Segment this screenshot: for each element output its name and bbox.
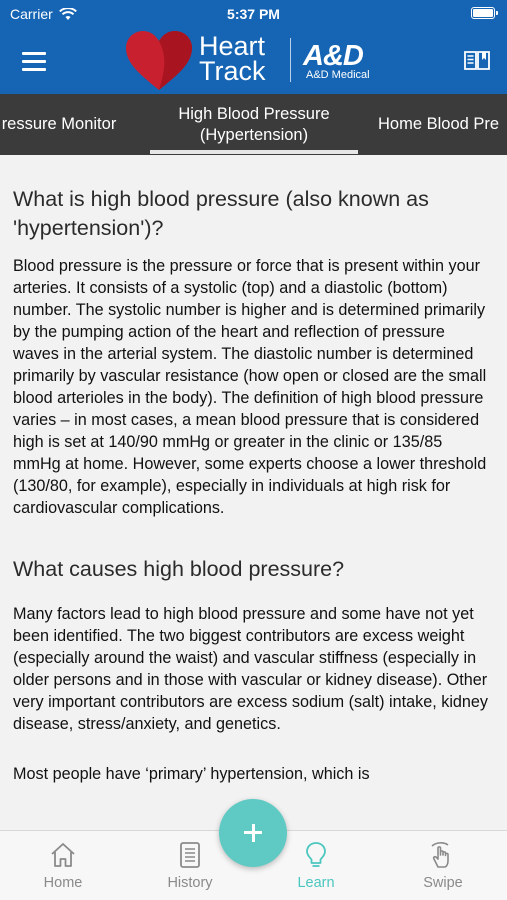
brand-subtitle: A&D Medical: [306, 69, 370, 81]
bottom-tab-label: History: [167, 875, 213, 891]
article-paragraph: Many factors lead to high blood pressure and some have not yet been identified. The two biggest contributors are excess weight (especially around the waist) and vascular stiffness (especially in older persons and in those with vascular or kidney disease). Other very important contributors are excess sodium (salt) intake, kidney disease, stress/anxiety, and genetics.: [13, 605, 489, 733]
add-reading-button[interactable]: [219, 799, 287, 867]
status-time: 5:37 PM: [227, 6, 280, 22]
heart-logo-icon: [124, 30, 194, 92]
tab-blood-pressure-monitor[interactable]: [0, 94, 144, 155]
book-icon[interactable]: [463, 48, 491, 72]
article-paragraph: Most people have ‘primary’ hypertension, which is: [13, 765, 370, 783]
swipe-hand-icon: [429, 841, 457, 869]
tab-home-blood-pressure[interactable]: [372, 94, 507, 155]
hamburger-menu-button[interactable]: [22, 50, 48, 72]
history-icon: [176, 841, 204, 869]
home-icon: [49, 841, 77, 869]
app-name: [199, 31, 266, 86]
tab-label: High Blood Pressure: [178, 104, 330, 123]
lightbulb-icon: [302, 841, 330, 869]
logo-divider: [290, 38, 291, 82]
app-name-line2: Track: [199, 56, 266, 86]
article-heading: What causes high blood pressure?: [13, 557, 345, 581]
battery-icon: [471, 7, 495, 19]
bottom-tab-label: Swipe: [423, 875, 463, 891]
brand-logo: A&D: [303, 40, 363, 72]
bottom-tab-swipe[interactable]: [393, 831, 493, 900]
article-paragraph: Blood pressure is the pressure or force that is present within your arteries. It consists of a systolic (top) and a diastolic (bottom) number. The systolic number is higher and is determined primarily by the pumping action of the heart and reflection of pressure waves in the arterial system. The diastolic number is determined primarily by vascular resistance (how open or closed are the small blood arterioles in the body). The definition of high blood pressure varies – in most cases, a mean blood pressure that is considered high is set at 140/90 mmHg or greater in the clinic or 135/85 mmHg at home. However, some experts choose a lower threshold (130/80, for example), especially in individuals at high risk for cardiovascular complications.: [13, 257, 487, 517]
topic-tabs: [0, 94, 507, 155]
carrier-label: Carrier: [10, 6, 53, 22]
app-header: [0, 28, 507, 94]
tab-label: ressure Monitor: [1, 115, 117, 133]
bottom-tab-home[interactable]: [13, 831, 113, 900]
bottom-tab-label: Learn: [297, 875, 335, 891]
status-bar: [0, 0, 507, 28]
tab-label: Home Blood Pre: [378, 115, 500, 133]
tab-label-line2: (Hypertension): [199, 125, 309, 144]
bottom-tab-label: Home: [43, 875, 83, 891]
app-name-line1: Heart: [199, 31, 266, 61]
article-content[interactable]: [0, 155, 507, 830]
active-tab-indicator: [150, 150, 358, 154]
tab-high-blood-pressure[interactable]: [150, 94, 358, 155]
article-heading: What is high blood pressure (also known as 'hypertension')?: [13, 187, 429, 240]
